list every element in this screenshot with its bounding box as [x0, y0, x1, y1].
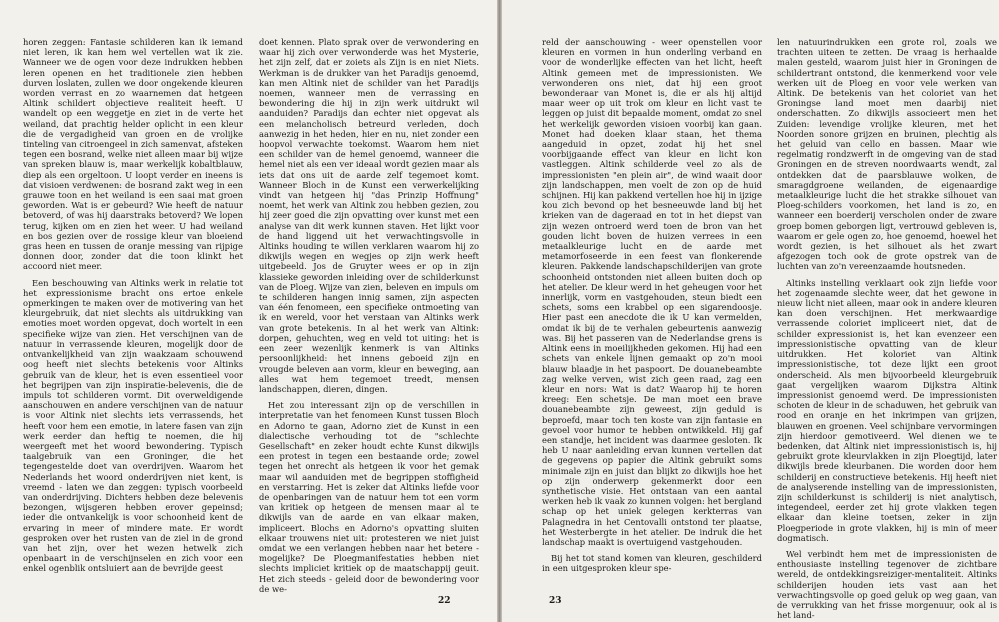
left-page: [0, 0, 497, 622]
paragraph: doet kennen. Plato sprak over de verwondering en waar hij zich over verwonderde was het Mysterie, het zijn zelf, dat er zoiets als Zijn is en niet Niets. Werkman is de drukker van het Paradijs genoemd, kan men Altink niet de schilder van het Paradijs noemen, wanneer men de verrassing en bewondering die hij in zijn werk uitdrukt wil aanduiden? Paradijs dan echter niet opgevat als een melancholisch betreurd verleden, doch aanwezig in het heden, hier en nu, niet zonder een hoopvol verwachte toekomst. Waarom hem niet een schilder van de hemel genoemd, wanneer die hemel niet als een ver ideaal wordt gezien maar als iets dat ons uit de aarde zelf tegemoet komt. Wanneer Bloch in de Kunst een verwerkelijking vindt van hetgeen hij "das Prinzip Hoffnung" noemt, het werk van Altink zou hebben gezien, zou hij zeer goed die zijn opvatting over kunst met een analyse van dit werk kunnen staven. Het lijkt voor de hand liggend uit het verwachtingsvolle in Altinks houding te willen verklaren waarom hij zo dikwijls wegen en wegjes op zijn werk heeft uitgebeeld. Jos de Gruyter wees er op in zijn klassieke geworden inleiding over de schilderkunst van de Ploeg. Wijze van zien, beleven en impuls om te schilderen hangen innig samen, zijn aspecten van één fenomeen, een specifieke ontmoeting van ik en wereld, voor het verstaan van Altinks werk van grote betekenis. In al het werk van Altink: dorpen, gehuchten, weg en veld tot uiting: het is een zeer wezenlijk kenmerk is van Altinks persoonlijkheid: het innens geboeid zijn en vrougde beleven aan vorm, kleur en beweging, aan alles wat hem tegemoet treedt, mensen landschappen, dieren, dingen.: [259, 37, 479, 394]
paragraph: Het zou interessant zijn op de verschillen in interpretatie van het fenomeen Kunst tussen Bloch en Adorno te gaan, Adorno ziet de Kunst in een dialectische verhouding tot de "schlechte Gesellschaft" en zeker houdt echte Kunst dikwijls een protest in tegen een bestaande orde; zowel tegen het onrecht als hetgeen ik voor het gemak maar wil aanduiden met de begrippen stoffigheid en verstarring. Het is zeker dat Altinks liefde voor de openbaringen van de natuur hem tot een vorm van kritiek op hetgeen de mensen maar al te dikwijls van de aarde en van elkaar maken, impliceert. Blochs en Adorno's opvatting sluiten elkaar trouwens niet uit: protesteren we niet juist omdat we een verlangen hebben naar het betere - mogelijke? De Ploegmanifestaties hebben niet slechts impliciet kritiek op de maatschappij geuit. Het zich steeds - geleid door de bewondering voor de we-: [259, 400, 479, 594]
paragraph: len natuurindrukken een grote rol, zoals we trachten uiteen te zetten. De vraag is herhaalde malen gesteld, waarom juist hier in Groningen de schildertrant ontstond, die kenmerkend voor vele werken uit de Ploeg en voor vele werken van Altink. De betekenis van het coloriet van het Groningse land moet men daarbij niet onderschatten. Zo dikwijls associeert men het Zuiden: levendige vrolijke kleuren, met het Noorden sonore grijzen en bruinen, plechtig als het geluid van cello en bassen. Maar wie regelmatig rondzwerft in de omgeving van de stad Groningen en de streven noordwaarts wendt, zal ontdekken dat de paarsblauwe wolken, de smaragdgroene weilanden, de eigenaardige metaalkleurige lucht die het strakke silhouet van Ploeg-schilders voorkomen, het land is zo, en wanneer een boerderij verscholen onder de zware groep bomen geborgen ligt, vertrouwd gebleven is, waarom er gele ogen zo, hoe genoemd, hoewel het wordt gezien, is het silhouet als het zwart afgezogen toch ook de grote opstrek van de luchten van zo'n vereenzaamde houtsneden.: [777, 37, 997, 272]
page-number: 23: [549, 596, 562, 606]
paragraph: Een beschouwing van Altinks werk in relatie tot het expressionisme bracht ons ertoe enkele opmerkingen te maken over de motivering van het kleurgebruik, dat niet slechts als uitdrukking van emoties moet worden opgevat, doch wortelt in een specifieke wijze van zien. Het verschijnen van de natuur in verrassende kleuren, mogelijk door de ontvankelijkheid van zijn waakzaam schouwend oog heeft niet slechts betekenis voor Altinks gebruik van de kleur, het is even essentieel voor het begrijpen van zijn inspiratie-belevenis, die de impuls tot schilderen vormt. Dit overweldigende aanschouwen en andere verschijnen van de natuur is voor Altink niet slechts iets verrassends, het heeft voor hem een emotie, in latere fasen van zijn werk eerder dan heftig te noemen, die hij weergeeft met het woord bewondering. Typisch taalgebruik van een Groninger, die het tegengestelde doet van overdrijven. Waarom het Nederlands het woord onderdrijven niet kent, is vreemd - laten we dan zeggen: typisch voorbeeld van onderdrijving. Dichters hebben deze belevenis bezongen, wijsgeren hebben erover gepeinsd; ieder die ontvankelijk is voor schoonheid kent de ervaring in meer of mindere mate. Er wordt gesproken over het rusten van de ziel in de grond van het zijn, over het wezen hetwelk zich openbaart in de verschijnselen en zich voor een enkel ogenblik ontsluiert aan de bevrijde geest: [23, 277, 243, 574]
left-page-column-2: [259, 37, 479, 597]
paragraph: Altinks instelling verklaart ook zijn liefde voor het zogenaamde slechte weer, dat het gewone in nieuw licht niet alleen, maar ook in andere kleuren kan doen verschijnen. Het merkwaardige verrassende coloriet impliceert niet, dat de schilder expressionist is, het kan evenzeer een impressionistische opvatting van de kleur uitdrukken. Het koloriet van Altink impressionistische, tot deze lijkt een groot onderscheid. Als men bijvoorbeeld kleurgebruik gaat vergelijken waarom Dijkstra Altink impressionist genoemd werd. De impressionisten schoten de kleur in de schaduwen, het gebruik van rood en oranje en het inkrimpen van grijzen, blauwen en groenen. Veel schijnbare vervormingen zijn hierdoor gemotiveerd. Wel dienen we te bedenken, dat Altink niet impressionistisch is, hij gebruikt grote kleurvlakken in zijn Ploegtijd, later dikwijls brede kleurbanen. Die worden door hem schilderij en constructieve betekenis. Hij heeft niet de analyserende instelling van de impressionisten, zijn schilderkunst is schilderij is niet analytisch, integendeel, eerder zet hij grote vlakken tegen elkaar dan kleine toetsen, zeker in zijn Ploegperiode in grote vlakken, hij is min of meer dogmatisch.: [777, 277, 997, 543]
right-page-column-2: [777, 37, 997, 621]
paragraph: horen zeggen: Fantasie schilderen kan ik iemand niet leren, ik kan hem wel vertellen wat ik zie. Wanneer we de ogen voor deze indrukken hebben leren openen en het traditionele zien hebben durven loslaten, zullen we door ongekende kleuren worden verrast en zo waarnemen dat hetgeen Altink schildert objectieve realiteit heeft. U wandelt op een weggetje en ziet in de verte het weiland, dat prachtig helder oplicht in een kleur die de vergadigheid van groen en de vrolijke tinteling van citroengeel in zich samenvat, afsteken tegen een bosrand, welke niet alleen maar bij wijze van spreken blauw is, maar werkelijk kobaltblauw, diep als een orgeltoon. U loopt verder en ineens is dat visioen verdwenen: de bosrand zakt weg in een grauwe toon en het weiland is een saai mat groen geworden. Wat is er gebeurd? Wie heeft de natuur betoverd, of was hij daarstraks betoverd? We lopen terug, kijken om en zien het weer. U had weiland en bos gezien over de rossige kleur van bloeiend gras heen en tussen de oranje messing van rijpige donnen door, zonder dat die toon klinkt het accoord niet meer.: [23, 37, 243, 272]
page-number: 22: [438, 596, 451, 606]
paragraph: Bij het tot stand komen van kleuren, geschilderd in een uitgesproken kleur spe-: [542, 553, 762, 574]
left-page-column-1: [23, 37, 243, 597]
paragraph: reld der aanschouwing - weer openstellen voor kleuren en vormen in hun onderling verband en voor de wonderlijke effecten van het licht, heeft Altink gemeen met de impressionisten. We verwonderen ons niet, dat hij een groot bewonderaar van Monet is, die er als hij altijd maar weer op uit trok om kleur en licht vast te leggen op juist dit bepaalde moment, omdat zo snel het werkelijk geworden visioen voorbij kan gaan. Monet had doeken klaar staan, het thema aangeduid in opzet, zodat hij het snel voorbijgaande effect van kleur en licht kon vastleggen. Altink schilderde veel zo als de impressionisten "en plein air", de wind waait door zijn landschappen, men voelt de zon op de huid schijnen. Hij kan pakkend vertellen hoe hij in ijzige kou zich bevond op het besneeuwde land bij het krieken van de dageraad en tot in het diepst van zijn wezen ontroerd werd toen de bron van het gouden licht boven de huizen verrees in een metaalkleurige lucht en de aarde met metamorfoseerde in een feest van flonkerende kleuren. Pakkende landschapschilderijen van grote schoonheid ontstonden niet alleen buiten doch op het atelier. De kleur werd in het geheugen voor het innerlijk, vorm en vastgehouden, steun biedt een schets, soms een krabbel op een sigarendoosje. Hier past een anecdote die ik U kan vermelden, omdat ik bij de te verhalen gebeurtenis aanwezig was. Bij het passeren van de Nederlandse grens is Altink eens in moeilijkheden gekomen. Hij had een schets van enkele lijnen gemaakt op zo'n mooi blauw blaadje in het paspoort. De douanebeambte zag welke verven, wist zich geen raad, zag een kleur en nors: Wat is dat? Waarop hij te horen kreeg: Een schetsje. De man moet een brave douanebeambte zijn geweest, zijn geduld is beproefd, maar toch ten koste van zijn fantasie en gevoel voor humor te hebben ontwikkeld. Hij gaf een standje, het incident was daarmee gesloten. Ik heb U naar aanleiding ervan kunnen vertellen dat de gegevens op papier die Altink gebruikt soms minimale zijn en juist dan blijkt zo dikwijls hoe het op zijn onderwerp gekenmerkt door een synthetische visie. Het ontstaan van een aantal werken heb ik vaak zo kunnen volgen: het bergland schap op het uniek gelegen kerkterras van Palagnedra in het Centovalli ontstond ter plaatse, het Westerbergte in het atelier. De indruk die het landschap maakt is overtuigend vastgehouden.: [542, 37, 762, 547]
right-page: [502, 0, 999, 622]
right-page-column-1: [542, 37, 762, 597]
paragraph: Wel verbindt hem met de impressionisten de enthousiaste instelling tegenover de zichtbare wereld, de ontdekkingsreiziger-mentaliteit. Altinks schilderijen houden iets vast aan het verwachtingsvolle op goed geluk op weg gaan, van de verrukking van het frisse morgenuur, ook al is het land-: [777, 548, 997, 621]
